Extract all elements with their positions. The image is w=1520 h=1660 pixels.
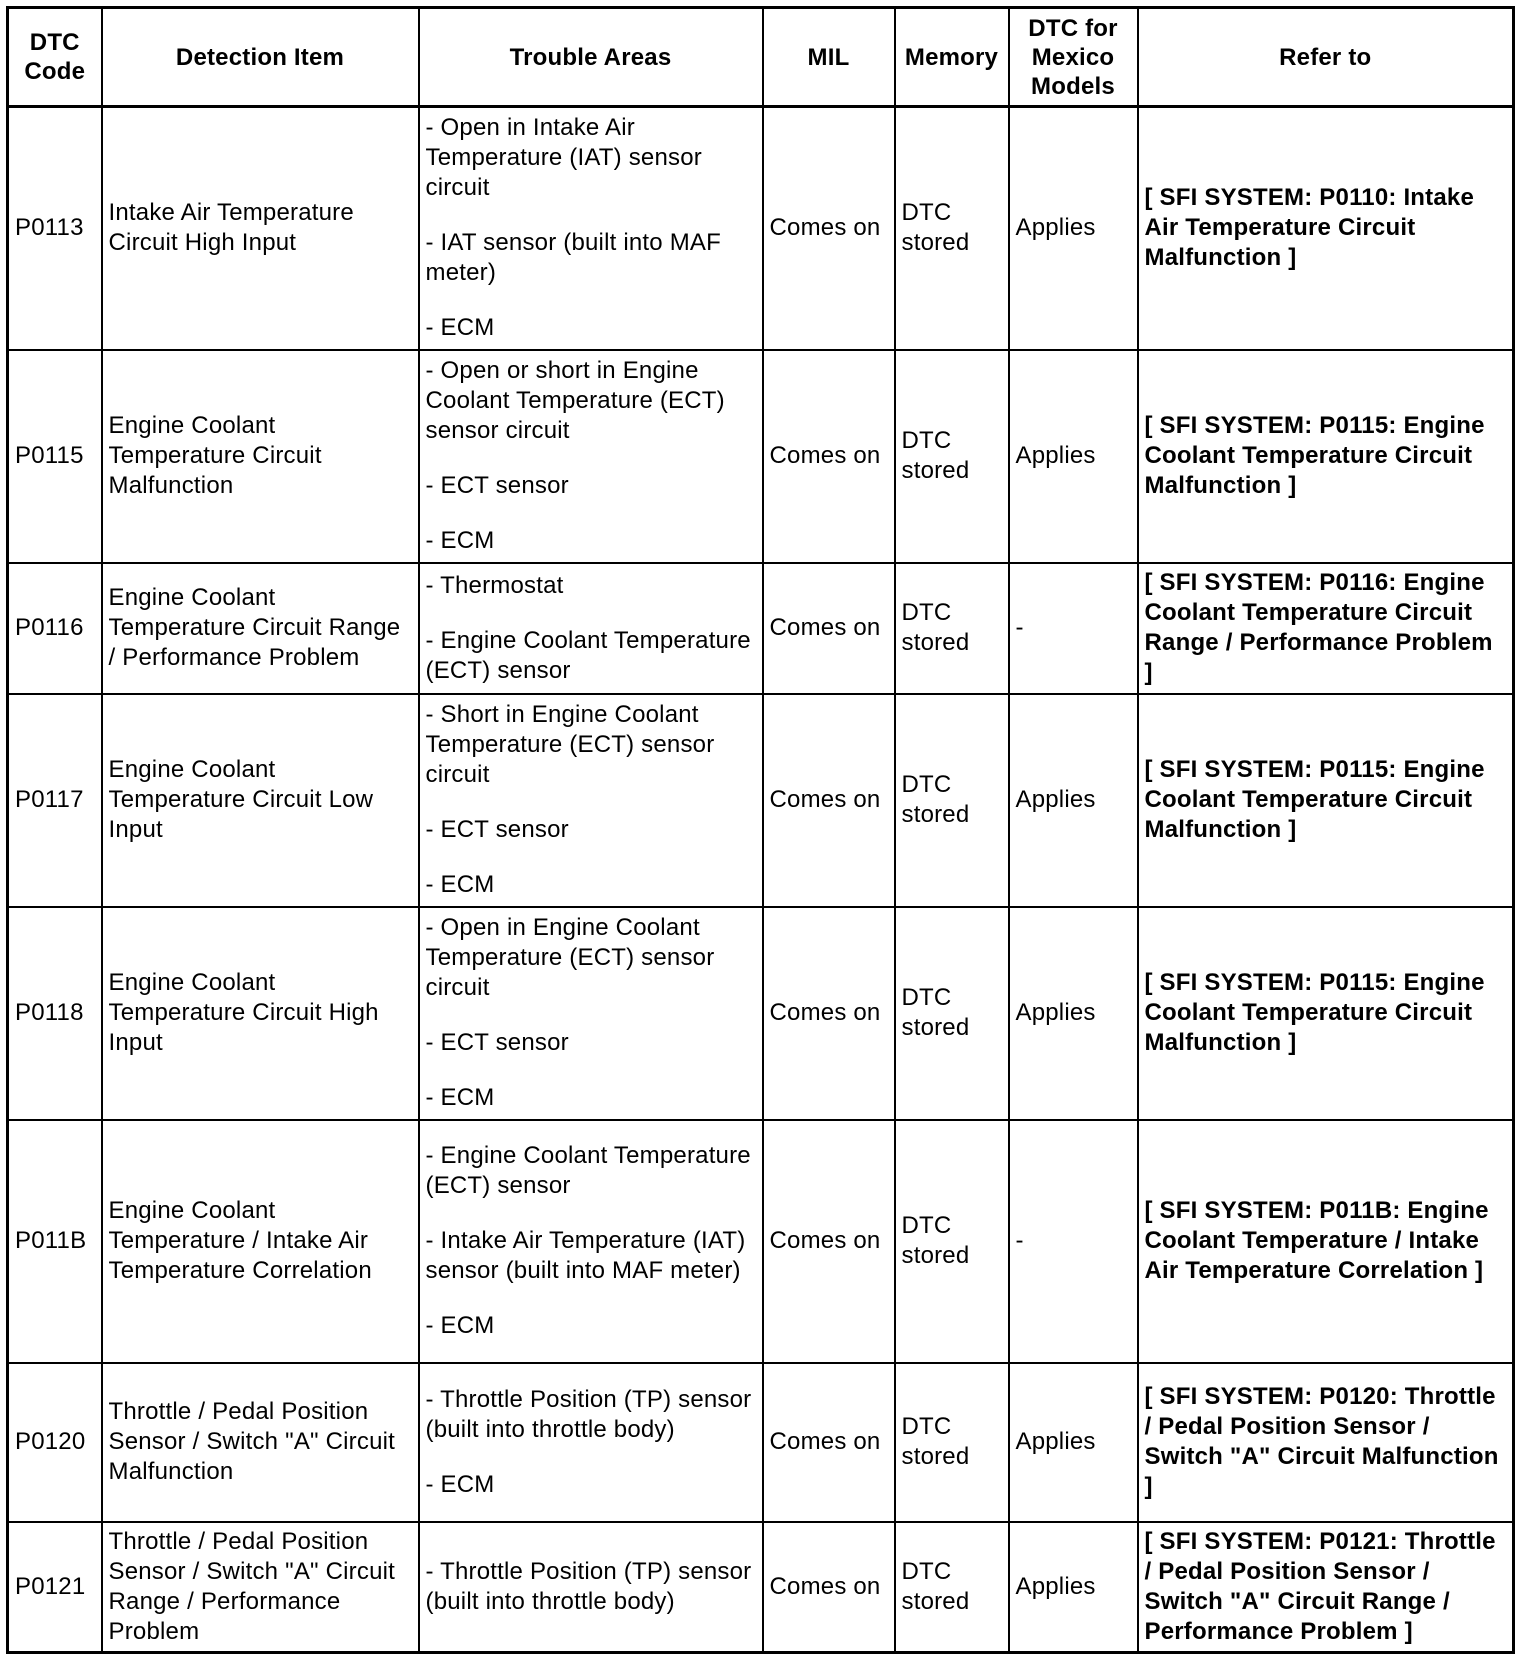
mexico-models-cell: Applies [1009,1363,1138,1522]
table-row [8,563,1514,694]
memory-cell: DTC stored [895,107,1009,350]
refer-to-cell: [ SFI SYSTEM: P011B: Engine Coolant Temperature / Intake Air Temperature Correlation ] [1138,1120,1514,1363]
refer-to-cell: [ SFI SYSTEM: P0120: Throttle / Pedal Position Sensor / Switch "A" Circuit Malfunction ] [1138,1363,1514,1522]
detection-item-cell: Engine Coolant Temperature Circuit High Input [102,907,419,1120]
detection-item-cell: Engine Coolant Temperature Circuit Range / Performance Problem [102,563,419,694]
refer-to-cell: [ SFI SYSTEM: P0121: Throttle / Pedal Position Sensor / Switch "A" Circuit Range / Performance Problem ] [1138,1522,1514,1653]
dtc-code-cell: P0121 [8,1522,102,1653]
header-refer-to: Refer to [1138,8,1514,107]
detection-item-cell: Engine Coolant Temperature Circuit Malfunction [102,350,419,563]
trouble-area-item: - Thermostat [425,571,564,599]
trouble-area-item: - Engine Coolant Temperature (ECT) sensor [425,626,751,684]
table-header-row [8,8,1514,107]
trouble-areas-cell [419,107,763,350]
trouble-area-item: - Intake Air Temperature (IAT) sensor (built into MAF meter) [425,1227,746,1284]
dtc-code-cell: P0116 [8,563,102,694]
trouble-areas-cell [419,1120,763,1363]
trouble-area-item: - Throttle Position (TP) sensor (built into throttle body) [425,1385,752,1443]
memory-cell: DTC stored [895,1522,1009,1653]
mil-cell: Comes on [763,1363,895,1522]
trouble-area-item: - Open or short in Engine Coolant Temperature (ECT) sensor circuit [425,357,725,444]
mil-cell: Comes on [763,907,895,1120]
trouble-areas-cell [419,350,763,563]
trouble-areas-cell [419,563,763,694]
memory-cell: DTC stored [895,563,1009,694]
mexico-models-cell: Applies [1009,907,1138,1120]
refer-to-cell: [ SFI SYSTEM: P0115: Engine Coolant Temperature Circuit Malfunction ] [1138,907,1514,1120]
dtc-code-cell: P0113 [8,107,102,350]
refer-to-cell: [ SFI SYSTEM: P0116: Engine Coolant Temperature Circuit Range / Performance Problem ] [1138,563,1514,694]
dtc-code-cell: P0117 [8,694,102,907]
mexico-models-cell: Applies [1009,107,1138,350]
memory-cell: DTC stored [895,694,1009,907]
table-row [8,1522,1514,1653]
mil-cell: Comes on [763,350,895,563]
mil-cell: Comes on [763,563,895,694]
dtc-code-cell: P0120 [8,1363,102,1522]
detection-item-cell: Engine Coolant Temperature / Intake Air Temperature Correlation [102,1120,419,1363]
trouble-areas-cell [419,907,763,1120]
table-row [8,694,1514,907]
memory-cell: DTC stored [895,907,1009,1120]
detection-item-cell: Throttle / Pedal Position Sensor / Switch "A" Circuit Malfunction [102,1363,419,1522]
trouble-area-item: - ECM [425,871,495,898]
dtc-table [6,6,1515,1654]
table-row [8,1120,1514,1363]
trouble-area-item: - Throttle Position (TP) sensor (built into throttle body) [425,1557,752,1615]
refer-to-cell: [ SFI SYSTEM: P0115: Engine Coolant Temperature Circuit Malfunction ] [1138,350,1514,563]
mexico-models-cell: Applies [1009,350,1138,563]
mil-cell: Comes on [763,107,895,350]
detection-item-cell: Throttle / Pedal Position Sensor / Switch "A" Circuit Range / Performance Problem [102,1522,419,1653]
trouble-area-item: - ECM [425,1312,495,1339]
mexico-models-cell: - [1009,1120,1138,1363]
mil-cell: Comes on [763,1522,895,1653]
mil-cell: Comes on [763,1120,895,1363]
table-row [8,1363,1514,1522]
detection-item-cell: Engine Coolant Temperature Circuit Low Input [102,694,419,907]
header-mil: MIL [763,8,895,107]
trouble-area-item: - Open in Engine Coolant Temperature (ECT) sensor circuit [425,914,715,1001]
trouble-area-item: - ECM [425,1084,495,1111]
mexico-models-cell: Applies [1009,694,1138,907]
trouble-area-item: - ECM [425,1470,495,1498]
mil-cell: Comes on [763,694,895,907]
trouble-area-item: - IAT sensor (built into MAF meter) [425,229,721,287]
memory-cell: DTC stored [895,350,1009,563]
trouble-areas-cell [419,1522,763,1653]
dtc-code-cell: P0115 [8,350,102,563]
table-row [8,907,1514,1120]
trouble-areas-cell [419,694,763,907]
header-detection-item: Detection Item [102,8,419,107]
mexico-models-cell: Applies [1009,1522,1138,1653]
trouble-area-item: - ECM [425,527,495,554]
trouble-area-item: - Open in Intake Air Temperature (IAT) sensor circuit [425,114,702,202]
table-row [8,350,1514,563]
header-trouble-areas: Trouble Areas [419,8,763,107]
detection-item-cell: Intake Air Temperature Circuit High Input [102,107,419,350]
trouble-areas-cell [419,1363,763,1522]
dtc-code-cell: P0118 [8,907,102,1120]
trouble-area-item: - ECT sensor [425,472,569,499]
mexico-models-cell: - [1009,563,1138,694]
trouble-area-item: - ECT sensor [425,816,569,843]
trouble-area-item: - Engine Coolant Temperature (ECT) sensor [425,1142,751,1199]
header-memory: Memory [895,8,1009,107]
trouble-area-item: - ECT sensor [425,1029,569,1056]
trouble-area-item: - ECM [425,314,495,342]
table-row [8,107,1514,350]
trouble-area-item: - Short in Engine Coolant Temperature (ECT) sensor circuit [425,701,715,788]
memory-cell: DTC stored [895,1363,1009,1522]
refer-to-cell: [ SFI SYSTEM: P0115: Engine Coolant Temperature Circuit Malfunction ] [1138,694,1514,907]
header-mexico-models: DTC for Mexico Models [1009,8,1138,107]
memory-cell: DTC stored [895,1120,1009,1363]
header-dtc-code: DTC Code [8,8,102,107]
refer-to-cell: [ SFI SYSTEM: P0110: Intake Air Temperature Circuit Malfunction ] [1138,107,1514,350]
dtc-code-cell: P011B [8,1120,102,1363]
